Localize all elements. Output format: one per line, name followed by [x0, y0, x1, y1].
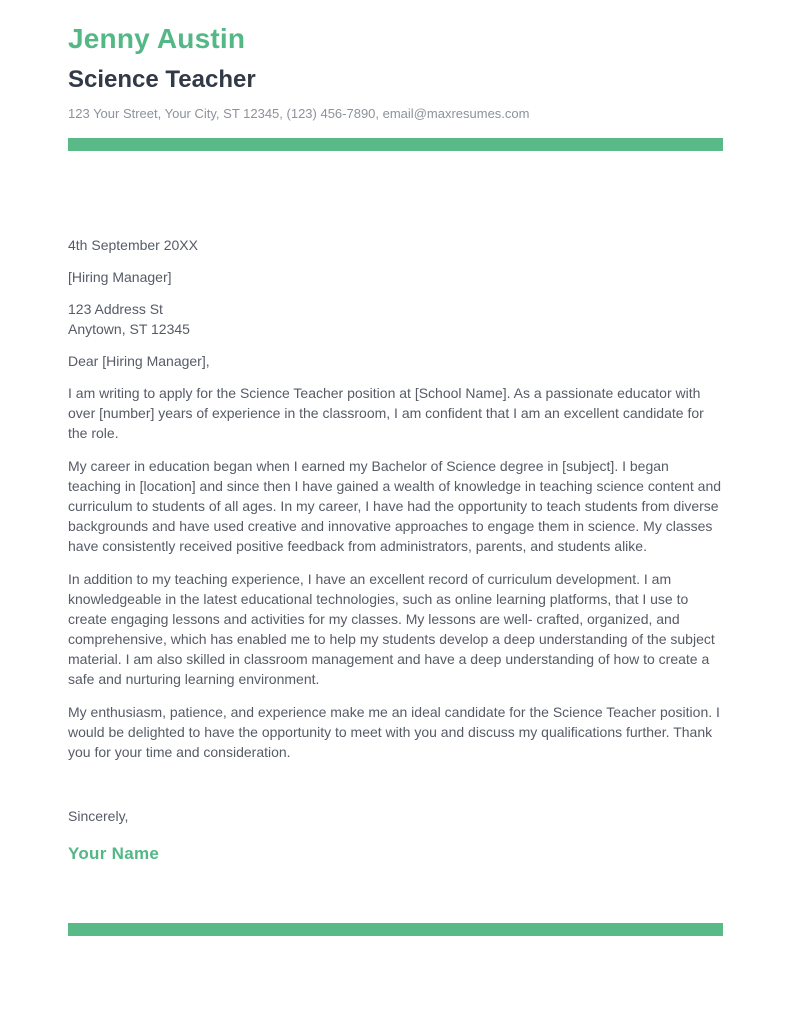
letter-date: 4th September 20XX — [68, 237, 198, 254]
address-line-2: Anytown, ST 12345 — [68, 321, 190, 338]
recipient-name: [Hiring Manager] — [68, 269, 172, 286]
letter-header — [68, 22, 723, 151]
footer-divider-bar — [68, 923, 723, 936]
header-divider-bar — [68, 138, 723, 151]
applicant-name: Jenny Austin — [68, 23, 246, 54]
contact-info: 123 Your Street, Your City, ST 12345, (123) 456-7890, email@maxresumes.com — [68, 106, 530, 122]
closing-line: Sincerely, — [68, 808, 129, 825]
body-paragraph: In addition to my teaching experience, I have an excellent record of curriculum development. I am knowledgeable in the latest educational technologies, such as online learning platforms, that I use to create engaging lessons and activities for my classes. My lessons are well- crafted, organized, and comprehensive, which has enabled me to help my students develop a deep understanding of the subject material. I am also skilled in classroom management and have a deep understanding of how to create a safe and nurturing learning environment. — [68, 571, 715, 688]
body-paragraph: I am writing to apply for the Science Teacher position at [School Name]. As a passionate educator with over [number] years of experience in the classroom, I am confident that I am an excellent candidate for the role. — [68, 385, 704, 442]
signature-name: Your Name — [68, 844, 160, 864]
letter-body — [68, 235, 723, 864]
recipient-address — [68, 299, 723, 339]
address-line-1: 123 Address St — [68, 301, 163, 318]
body-paragraph: My enthusiasm, patience, and experience make me an ideal candidate for the Science Teacher position. I would be delighted to have the opportunity to meet with you and discuss my qualifications further. Thank you for your time and consideration. — [68, 704, 720, 761]
salutation: Dear [Hiring Manager], — [68, 353, 210, 370]
body-paragraph: My career in education began when I earned my Bachelor of Science degree in [subject]. I began teaching in [location] and since then I have gained a wealth of knowledge in teaching science content and curriculum to students of all ages. In my career, I have had the opportunity to teach students from diverse backgrounds and have used creative and innovative approaches to engage them in science. My classes have consistently received positive feedback from administrators, parents, and students alike. — [68, 458, 722, 555]
applicant-job-title: Science Teacher — [68, 65, 256, 93]
